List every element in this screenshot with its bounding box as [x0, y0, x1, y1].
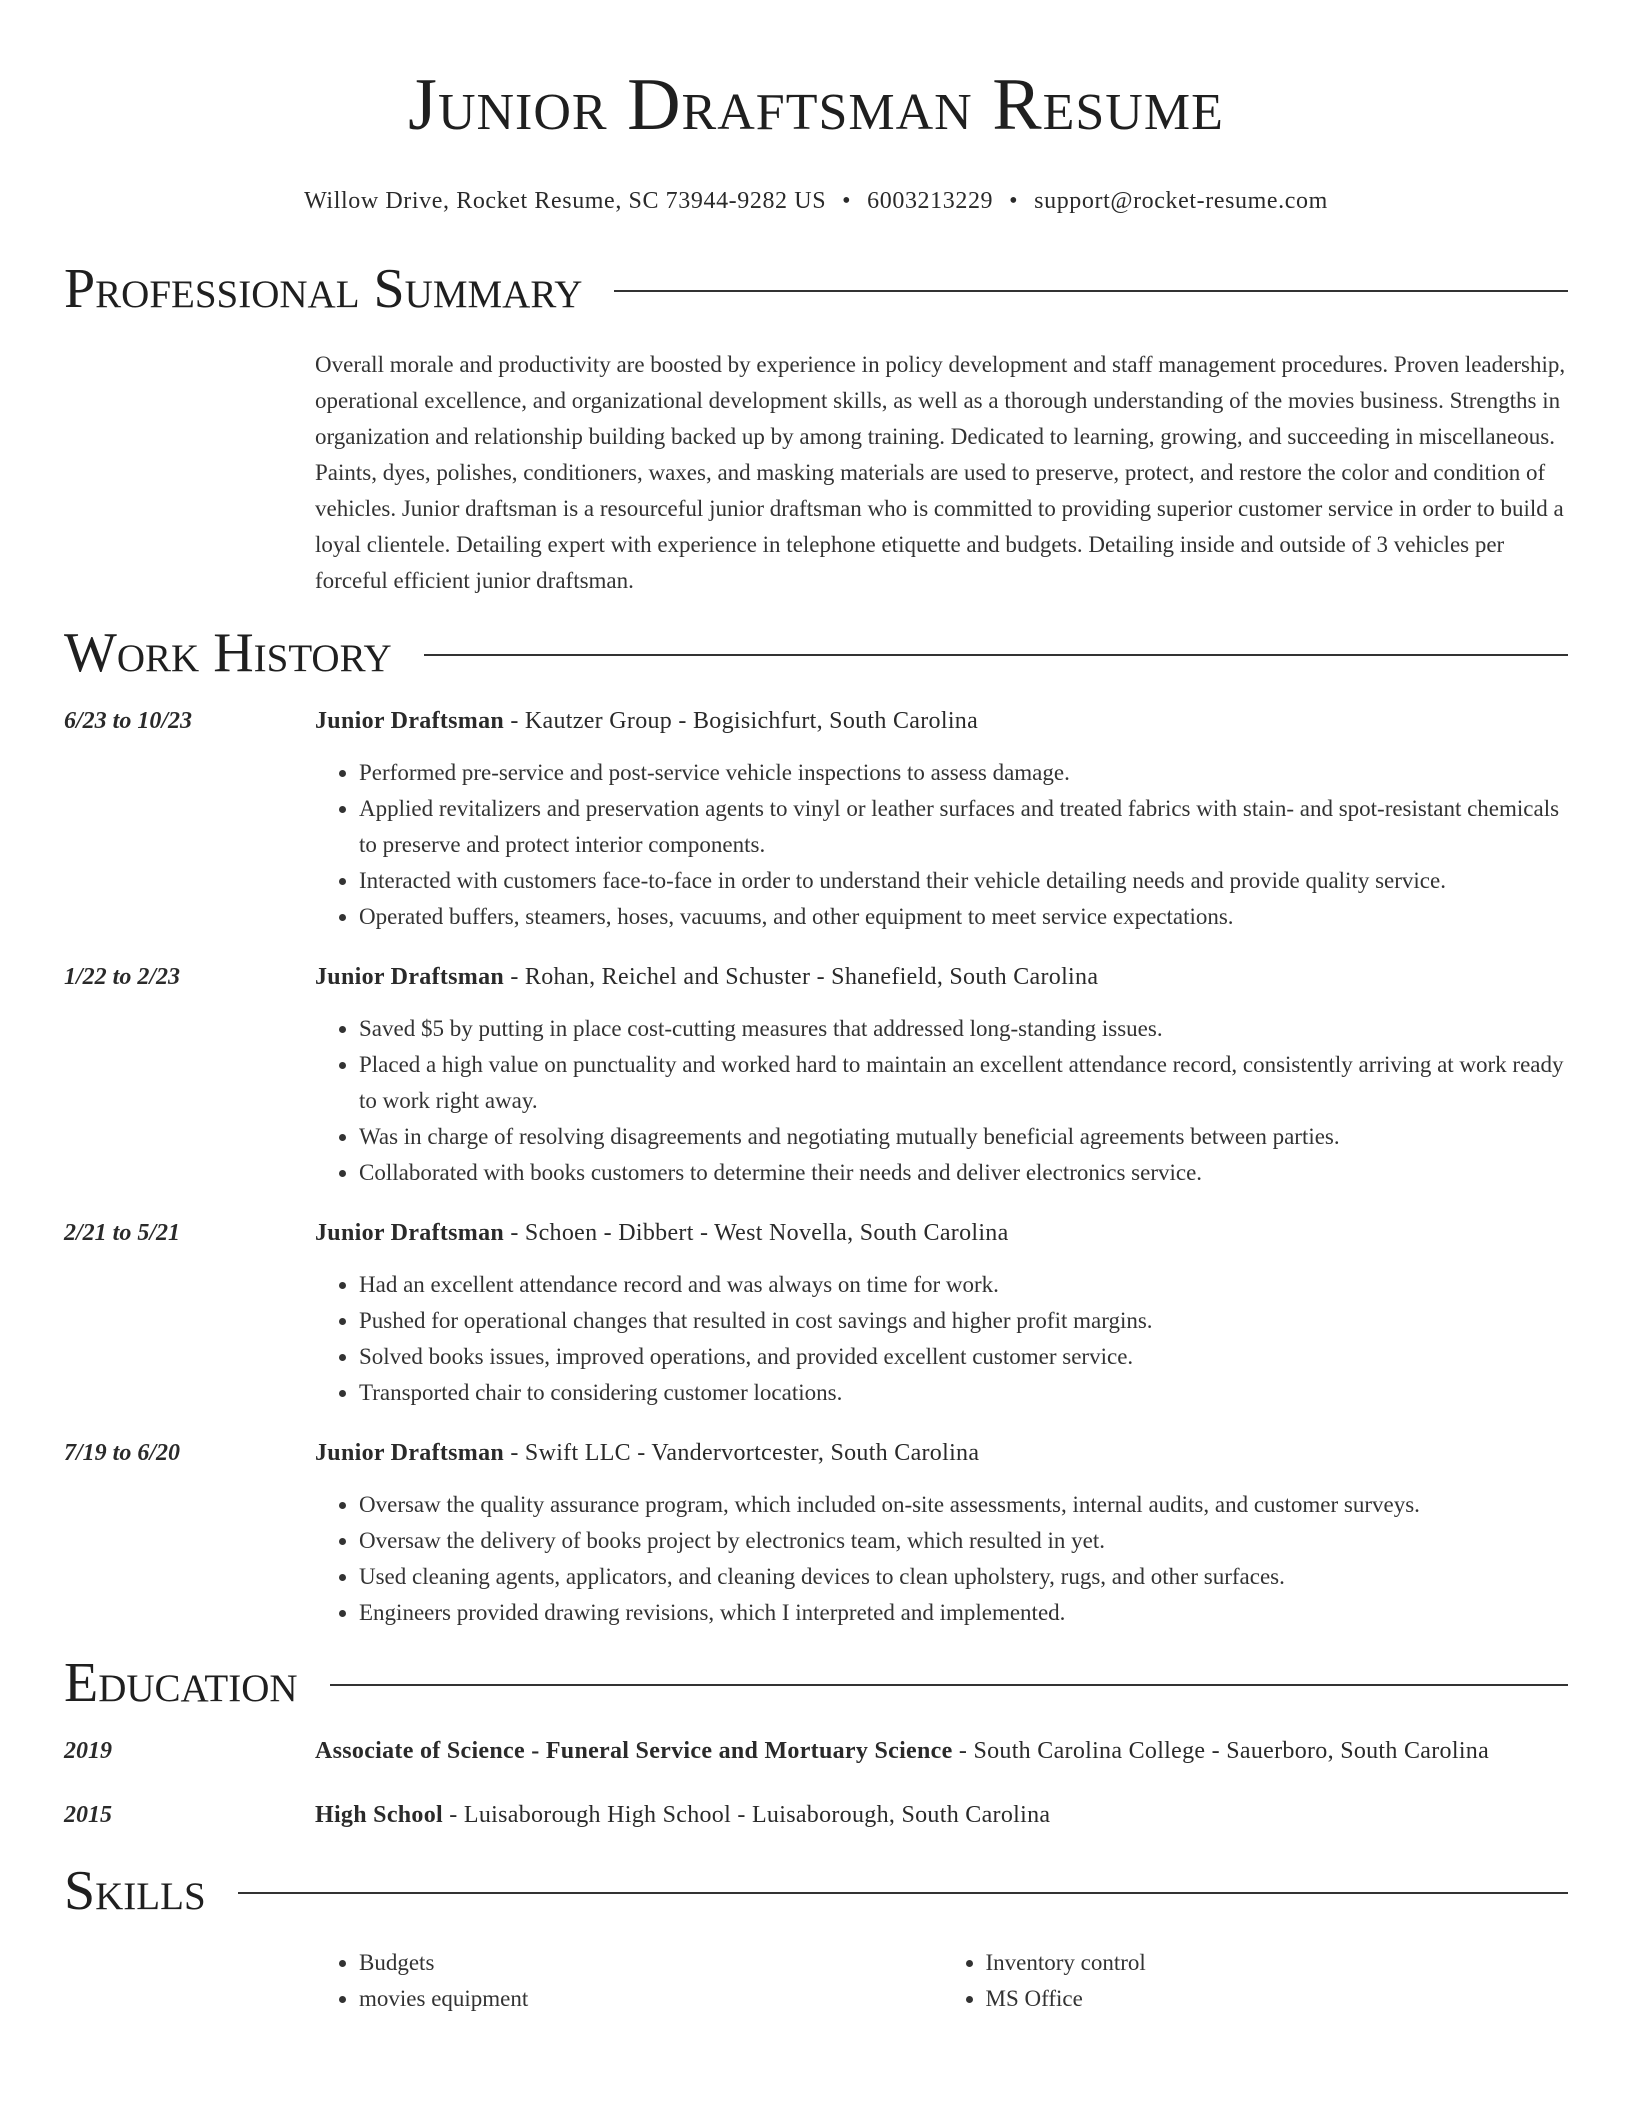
- section-divider: [238, 1892, 1568, 1894]
- job-bullet: • Was in charge of resolving disagreements and negotiating mutually beneficial agreements between parties.: [359, 1119, 1568, 1155]
- job-bullet: • Collaborated with books customers to determine their needs and deliver electronics service.: [359, 1155, 1568, 1191]
- skill-item: • Inventory control: [986, 1945, 1569, 1981]
- job-heading: [315, 1433, 1568, 1473]
- skills-column-right: [942, 1945, 1569, 2017]
- job-bullets: [315, 1267, 1568, 1411]
- job-entry: [64, 957, 1568, 1191]
- job-bullet: • Saved $5 by putting in place cost-cutting measures that addressed long-standing issues.: [359, 1011, 1568, 1047]
- contact-separator: •: [842, 188, 852, 214]
- summary-text: Overall morale and productivity are boosted by experience in policy development and staff management procedures. Proven leadership, operational excellence, and organizational development skills, as well as a thorough understanding of the movies business. Strengths in organization and relationship building backed up by among training. Dedicated to learning, growing, and succeeding in miscellaneous. Paints, dyes, polishes, conditioners, waxes, and masking materials are used to preserve, protect, and restore the color and condition of vehicles. Junior draftsman is a resourceful junior draftsman who is committed to providing superior customer service in order to build a loyal clientele. Detailing expert with experience in telephone etiquette and budgets. Detailing inside and outside of 3 vehicles per forceful efficient junior draftsman.: [315, 352, 1566, 593]
- phone: 6003213229: [867, 188, 994, 214]
- contact-separator: •: [1009, 188, 1019, 214]
- education-heading: Education: [64, 1652, 298, 1714]
- job-bullets: [315, 755, 1568, 935]
- job-dates: 1/22 to 2/23: [64, 964, 181, 990]
- job-title: Junior Draftsman: [315, 1440, 505, 1466]
- job-title: Junior Draftsman: [315, 964, 505, 990]
- job-bullet: • Used cleaning agents, applicators, and cleaning devices to clean upholstery, rugs, and other surfaces.: [359, 1559, 1568, 1595]
- job-bullet: • Operated buffers, steamers, hoses, vacuums, and other equipment to meet service expectations.: [359, 899, 1568, 935]
- job-bullet: • Transported chair to considering customer locations.: [359, 1375, 1568, 1411]
- job-bullet: • Performed pre-service and post-service vehicle inspections to assess damage.: [359, 755, 1568, 791]
- job-dates: 2/21 to 5/21: [64, 1220, 181, 1246]
- job-title: Junior Draftsman: [315, 708, 505, 734]
- summary-section-header: [64, 257, 1568, 321]
- skills-list: [315, 1945, 1568, 2017]
- job-heading: [315, 701, 1568, 741]
- job-bullets: [315, 1011, 1568, 1191]
- education-heading-line: [315, 1731, 1568, 1771]
- job-dates: 7/19 to 6/20: [64, 1440, 181, 1466]
- education-details: - South Carolina College - Sauerboro, South Carolina: [952, 1738, 1490, 1764]
- resume-title: Junior Draftsman Resume: [408, 64, 1224, 146]
- education-heading-line: [315, 1795, 1568, 1835]
- job-bullet: • Applied revitalizers and preservation agents to vinyl or leather surfaces and treated fabrics with stain- and spot-resistant chemicals to preserve and protect interior components.: [359, 791, 1568, 863]
- job-bullet: • Pushed for operational changes that resulted in cost savings and higher profit margins.: [359, 1303, 1568, 1339]
- education-entry: [64, 1795, 1568, 1835]
- skill-item: • movies equipment: [359, 1981, 942, 2017]
- skills-heading: Skills: [64, 1860, 206, 1922]
- job-title: Junior Draftsman: [315, 1220, 505, 1246]
- job-bullet: • Engineers provided drawing revisions, which I interpreted and implemented.: [359, 1595, 1568, 1631]
- job-details: - Swift LLC - Vandervortcester, South Carolina: [504, 1440, 980, 1466]
- email: support@rocket-resume.com: [1034, 188, 1328, 214]
- education-entry: [64, 1731, 1568, 1771]
- job-bullet: • Had an excellent attendance record and was always on time for work.: [359, 1267, 1568, 1303]
- job-bullets: [315, 1487, 1568, 1631]
- education-section-header: [64, 1651, 1568, 1715]
- section-divider: [330, 1684, 1568, 1686]
- education-degree: Associate of Science - Funeral Service and Mortuary Science: [315, 1738, 953, 1764]
- job-bullet: • Placed a high value on punctuality and worked hard to maintain an excellent attendance record, consistently arriving at work ready to work right away.: [359, 1047, 1568, 1119]
- section-divider: [424, 654, 1568, 656]
- education-year: 2015: [64, 1802, 112, 1828]
- section-divider: [614, 290, 1568, 292]
- contact-line: [0, 188, 1632, 215]
- skills-column-left: [315, 1945, 942, 2017]
- education-year: 2019: [64, 1738, 112, 1764]
- address: Willow Drive, Rocket Resume, SC 73944-9282 US: [304, 188, 827, 214]
- work-history-heading: Work History: [64, 622, 392, 684]
- education-degree: High School: [315, 1802, 443, 1828]
- education-details: - Luisaborough High School - Luisaborough, South Carolina: [443, 1802, 1051, 1828]
- job-entry: [64, 701, 1568, 935]
- job-bullet: • Solved books issues, improved operations, and provided excellent customer service.: [359, 1339, 1568, 1375]
- job-entry: [64, 1433, 1568, 1631]
- job-entry: [64, 1213, 1568, 1411]
- work-history-section-header: [64, 621, 1568, 685]
- job-bullet: • Interacted with customers face-to-face in order to understand their vehicle detailing needs and provide quality service.: [359, 863, 1568, 899]
- skill-item: • Budgets: [359, 1945, 942, 1981]
- job-bullet: • Oversaw the delivery of books project by electronics team, which resulted in yet.: [359, 1523, 1568, 1559]
- summary-heading: Professional Summary: [64, 258, 583, 320]
- job-details: - Schoen - Dibbert - West Novella, South Carolina: [504, 1220, 1009, 1246]
- skills-section-header: [64, 1859, 1568, 1923]
- job-bullet: • Oversaw the quality assurance program, which included on-site assessments, internal audits, and customer surveys.: [359, 1487, 1568, 1523]
- job-details: - Kautzer Group - Bogisichfurt, South Carolina: [504, 708, 979, 734]
- job-details: - Rohan, Reichel and Schuster - Shanefield, South Carolina: [504, 964, 1099, 990]
- skill-item: • MS Office: [986, 1981, 1569, 2017]
- job-heading: [315, 1213, 1568, 1253]
- job-dates: 6/23 to 10/23: [64, 708, 193, 734]
- job-heading: [315, 957, 1568, 997]
